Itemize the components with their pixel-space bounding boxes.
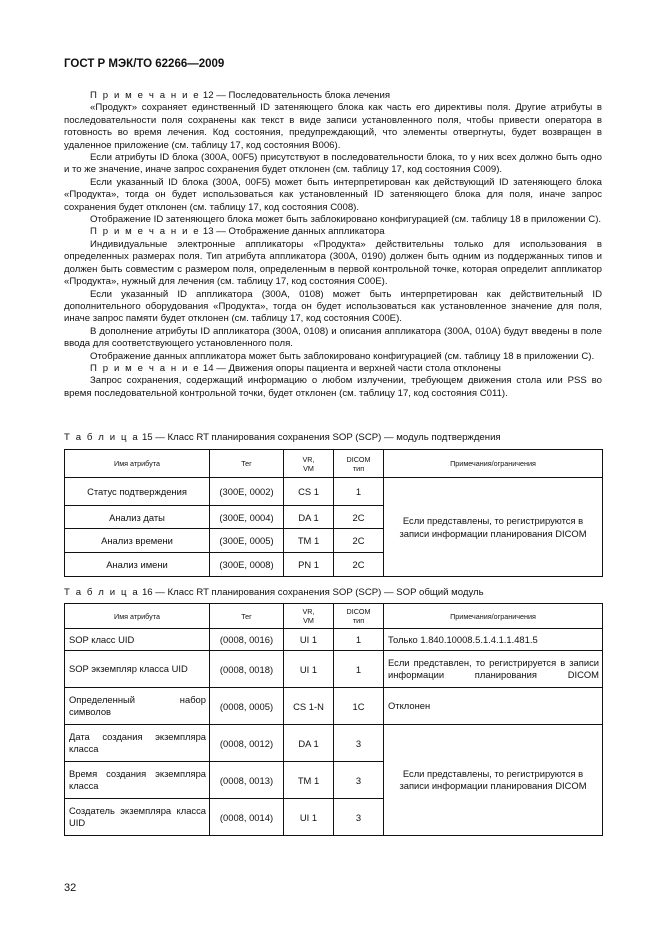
cell-tag: (300E, 0005) xyxy=(210,529,284,553)
cell-note: Отклонен xyxy=(384,688,603,725)
note-label: П р и м е ч а н и е xyxy=(90,226,201,238)
cell-type: 3 xyxy=(334,799,384,836)
table-row xyxy=(65,688,603,725)
cell-tag: (0008, 0014) xyxy=(210,799,284,836)
header-vr-vm xyxy=(284,604,334,629)
caption-label: Т а б л и ц а xyxy=(64,587,140,598)
cell-name: Создатель экземпляра класса UID xyxy=(65,799,210,836)
cell-vr: PN 1 xyxy=(284,553,334,577)
table-header-row xyxy=(65,450,603,478)
header-dicom: DICOM xyxy=(346,607,371,616)
note-14 xyxy=(64,363,602,375)
cell-note: Только 1.840.10008.5.1.4.1.1.481.5 xyxy=(384,629,603,651)
header-vr: VR, xyxy=(302,607,315,616)
paragraph: Если атрибуты ID блока (300A, 00F5) присутствуют в последовательности блока, то у них всех должно быть одно и то же значение, иначе запрос сохранения будет отклонен (см. таблицу 17, код состояния C009). xyxy=(64,152,602,176)
paragraph: Если указанный ID аппликатора (300A, 0108) может быть интерпретирован как действительный ID дополнительного оборудования «Продукта», тогда он будет использоваться как установленное значение для поля, иначе запрос памяти будет отклонен (см. таблицу 17, код состояния C00E). xyxy=(64,288,602,325)
note-13 xyxy=(64,226,602,238)
header-dicom-type xyxy=(334,604,384,629)
cell-name: Статус подтверждения xyxy=(65,478,210,506)
cell-name: Анализ времени xyxy=(65,529,210,553)
cell-vr: TM 1 xyxy=(284,762,334,799)
header-type: тип xyxy=(352,463,365,473)
caption-text: 15 — Класс RT планирования сохранения SOP (SCP) — модуль подтверждения xyxy=(141,432,501,443)
cell-tag: (0008, 0018) xyxy=(210,651,284,688)
cell-vr: DA 1 xyxy=(284,725,334,762)
cell-tag: (300E, 0002) xyxy=(210,478,284,506)
header-dicom-type xyxy=(334,450,384,478)
table-15-caption xyxy=(64,432,501,443)
cell-name: Дата создания экземпляра класса xyxy=(65,725,210,762)
cell-tag: (0008, 0005) xyxy=(210,688,284,725)
note-text: 14 — Движения опоры пациента и верхней части стола отклонены xyxy=(202,362,501,374)
table-15 xyxy=(64,449,603,577)
paragraph: Отображение данных аппликатора может быть заблокировано конфигурацией (см. таблицу 18 в приложении С). xyxy=(90,350,595,362)
cell-name: Анализ имени xyxy=(65,553,210,577)
table-16 xyxy=(64,603,603,836)
header-tag: Тег xyxy=(210,604,284,629)
table-row xyxy=(65,651,603,688)
paragraph: Индивидуальные электронные аппликаторы «Продукта» действительны только для использования в определенных размерах поля. Тип атрибута аппликатора (300A, 0190) должен быть одним из поддержанных типов и должен быть совместим с размером поля, определенным в первой контрольной точке, которая определит аппликатор «Продукта», нужный для лечения (см. таблицу 17, код состояния C00E). xyxy=(64,238,602,288)
cell-type: 3 xyxy=(334,762,384,799)
header-tag: Тег xyxy=(210,450,284,478)
cell-name: Определенный набор символов xyxy=(65,688,210,725)
cell-type: 1 xyxy=(334,651,384,688)
page-number: 32 xyxy=(64,882,77,894)
cell-vr: TM 1 xyxy=(284,529,334,553)
header-vr-vm xyxy=(284,450,334,478)
body-text xyxy=(64,90,602,400)
header-notes: Примечания/ограничения xyxy=(384,450,603,478)
header-vm: VM xyxy=(303,463,314,473)
paragraph: Отображение ID затеняющего блока может быть заблокировано конфигурацией (см. таблицу 18 в приложении С). xyxy=(90,214,602,226)
header-notes: Примечания/ограничения xyxy=(384,604,603,629)
cell-type: 1C xyxy=(334,688,384,725)
note-12 xyxy=(64,90,602,102)
note-text: 13 — Отображение данных аппликатора xyxy=(202,226,385,238)
cell-tag: (300E, 0004) xyxy=(210,506,284,529)
header-vr: VR, xyxy=(302,454,315,464)
cell-note: Если представлены, то регистрируются в записи информации планирования DICOM xyxy=(384,478,603,577)
table-16-caption xyxy=(64,587,484,598)
table-row xyxy=(65,725,603,762)
note-label: П р и м е ч а н и е xyxy=(90,90,201,101)
table-row xyxy=(65,629,603,651)
cell-vr: UI 1 xyxy=(284,629,334,651)
header-type: тип xyxy=(352,616,365,625)
cell-type: 3 xyxy=(334,725,384,762)
paragraph: Запрос сохранения, содержащий информацию о любом излучении, требующем движения стола или PSS во время последовательной контрольной точки, будет отклонен (см. таблицу 17, код состояния C011). xyxy=(64,375,602,399)
cell-tag: (300E, 0008) xyxy=(210,553,284,577)
cell-vr: UI 1 xyxy=(284,651,334,688)
table-header-row xyxy=(65,604,603,629)
cell-tag: (0008, 0012) xyxy=(210,725,284,762)
paragraph: «Продукт» сохраняет единственный ID затеняющего блока как часть его директивы поля. Другие атрибуты в последовательности поля сохранены как текст в виде записи установленного поля, чтобы привести оператора в готовность во время лечения. Код состояния, предупреждающий, что элементы отвергнуты, будет возвращен в удаленное приложение (см. таблицу 17, код состояния B006). xyxy=(64,102,602,151)
note-text: 12 — Последовательность блока лечения xyxy=(202,90,391,101)
cell-type: 2C xyxy=(334,553,384,577)
note-label: П р и м е ч а н и е xyxy=(90,362,201,374)
cell-vr: UI 1 xyxy=(284,799,334,836)
caption-label: Т а б л и ц а xyxy=(64,432,140,443)
cell-name: SOP экземпляр класса UID xyxy=(65,651,210,688)
header-vm: VM xyxy=(303,616,314,625)
paragraph: Если указанный ID блока (300A, 00F5) может быть интерпретирован как действующий ID затеняющего блока «Продукта», тогда он будет использоваться как установленный ID затеняющего блока для поля, иначе запрос сохранения будет отклонен (см. таблицу 17, код состояния C008). xyxy=(64,176,602,213)
cell-vr: CS 1-N xyxy=(284,688,334,725)
cell-name: SOP класс UID xyxy=(65,629,210,651)
cell-vr: CS 1 xyxy=(284,478,334,506)
cell-tag: (0008, 0016) xyxy=(210,629,284,651)
caption-text: 16 — Класс RT планирования сохранения SOP (SCP) — SOP общий модуль xyxy=(141,587,484,598)
cell-type: 2C xyxy=(334,529,384,553)
document-header: ГОСТ Р МЭК/ТО 62266—2009 xyxy=(64,58,225,70)
cell-type: 1 xyxy=(334,629,384,651)
table-row xyxy=(65,478,603,506)
cell-tag: (0008, 0013) xyxy=(210,762,284,799)
cell-vr: DA 1 xyxy=(284,506,334,529)
cell-group-note: Если представлены, то регистрируются в записи информации планирования DICOM xyxy=(384,725,603,836)
cell-type: 2C xyxy=(334,506,384,529)
cell-note: Если представлен, то регистрируется в записи информации планирования DICOM xyxy=(384,651,603,688)
header-dicom: DICOM xyxy=(346,454,371,464)
header-name: Имя атрибута xyxy=(65,604,210,629)
header-name: Имя атрибута xyxy=(65,450,210,478)
cell-name: Время создания экземпляра класса xyxy=(65,762,210,799)
cell-type: 1 xyxy=(334,478,384,506)
paragraph: В дополнение атрибуты ID аппликатора (300A, 0108) и описания аппликатора (300A, 010A) будут введены в поле ввода для соответствующего установленного поля. xyxy=(64,325,602,350)
cell-name: Анализ даты xyxy=(65,506,210,529)
